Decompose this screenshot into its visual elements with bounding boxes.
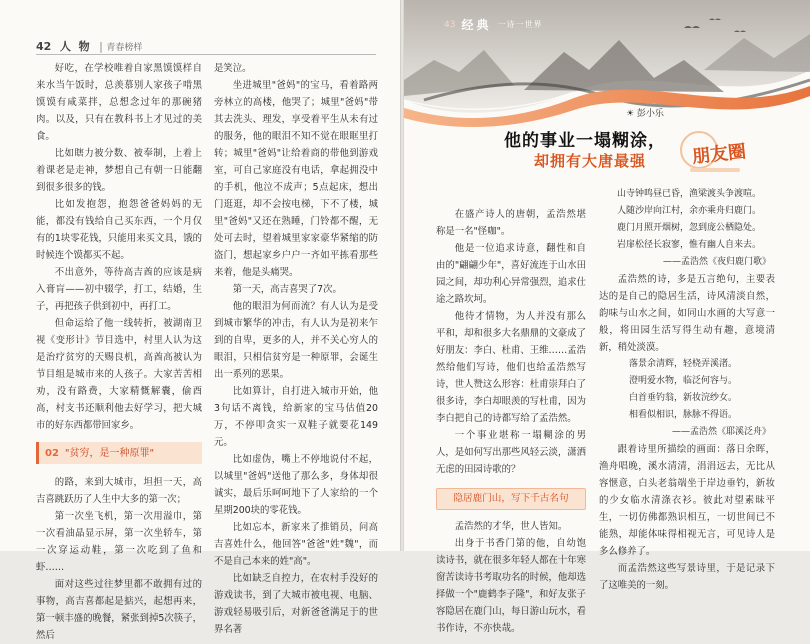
paragraph: 面对这些过往梦里都不敢拥有过的事物，高吉喜都起是掂兴，起想再来，第一顿丰盛的晚餐，紧张到掉5次筷子，然后 [36,579,202,641]
page-header: 42 人 物 | 青春榜样 [36,40,143,53]
poem-source: ——孟浩然《夜归鹿门歌》 [662,257,771,267]
header-rule [36,54,376,55]
page-number: 43 [444,19,456,30]
paragraph: 跟着诗里所描绘的画面：落日余晖，渔舟唱晚，溪水清清，涓涓远去，无比从容惬意，白头老翁端坐于岸边垂钓，新妆的少女临水清涤衣衫。彼此对望素昧平生，一切仿佛都熟识相互，一切世间已不能熟，却能体味得相视无言，可见诗人是多么修养了。 [599,444,775,557]
section-title: 人 物 [59,40,92,53]
poem-line: 山寺钟鸣昼已昏，渔梁渡头争渡喧。 [617,189,762,199]
paragraph: 孟浩然的才华，世人皆知。 [454,521,568,532]
paragraph: 他是一位追求诗意，翻性和自由的"翩翩少年"，喜好流连于山水田园之间，却功利心异常强烈，追求仕途之路坎坷。 [436,243,587,305]
poem-source: ——孟浩然《耶溪泛舟》 [671,427,771,437]
right-column-2 [599,186,775,594]
paragraph: 比如算计，自打进入城市开始，他3句话不离钱，给新家的宝马估值20万，不停叩贪实一双鞋子就要花149元。 [214,386,378,448]
poem-block [599,356,775,441]
paragraph: 坐进城里"爸妈"的宝马，看着路两旁林立的高楼，他哭了；城里"爸妈"带其去洗头、理发，享受着平生从未有过的服务，他的眼泪不知不觉在眼眶里打转；城里"爸妈"让给着商的带他到游戏室，可自己家庭没有电话，拿起拥没中的手机，他泣不成声；5点起床，想出门逛逛，却不会按电梯，下不了楼，城里"爸妈"又还在熟睡，门铃都不醒，无处可去时，望着城里家家豪华紧缩的防盗门，想起家乡户户一齐如平拣看那些来着，他是头痛哭。 [214,80,378,278]
poem-line: 人随沙岸向江村，余亦乘舟归鹿门。 [617,206,762,216]
poem-line: 相看似相识，脉脉不得语。 [629,410,738,420]
article-title-line2: 却拥有大唐最强 [534,152,647,170]
paragraph: 在盛产诗人的唐朝，孟浩然堪称是一名"怪咖"。 [436,209,586,237]
poem-line: 岩扉松径长寂寥，惟有幽人自来去。 [617,240,762,250]
section-tag: 一诗一世界 [497,20,543,29]
subheading-number: 02 [45,447,59,459]
poem-line: 落景余清辉，轻桡弄溪渚。 [629,359,738,369]
paragraph: 孟浩然的诗，多是五言绝句，主要表达的是自己的隐居生活，诗风清淡自然，韵味与山水之间，如同山水画的大写意一般，将田园生活写得生动有趣，意境清新，稍处淡漠。 [599,274,775,353]
page-number: 42 [36,40,52,53]
paragraph: 的路，来到大城市，坦担一天，高吉喜跳跃历了人生中大多的第一次； [36,477,202,505]
paragraph: 但命运给了他一线转折，被湖南卫视《变形计》节目选中，村里人认为这是治疗贫穷的天赐良机，高酋高被认为节目组是城市来的人孩子。大家苦苦相劝，没有路费，大家精慨解囊，偷酉高，村支书还顺利他去好学习，把大城市的好东西都带回家乡。 [36,318,202,431]
section-title: 经典 [461,18,492,32]
paragraph: 不出意外，等待高吉酋的应该是病入膏肓——初中辍学，打工，结婚，生子，再把孩子供到初中，再打工。 [36,267,202,312]
poem-line: 白首垂钓翁，新妆浣纱女。 [629,393,738,403]
section-subtitle: 青春榜样 [106,43,143,53]
article-title: 他的事业一塌糊涂， [504,131,666,151]
right-column-1 [436,206,586,637]
left-column-2 [214,60,378,638]
paragraph: 比如发抱怨，抱怨爸爸妈妈的无能，都没有钱给自己买东西，一个月仅有的1块零花钱，只能用来买文具，饿的时候连个馍都买不起。 [36,199,202,261]
paragraph: 比如忘本，新家来了推销员，问高吉喜姓什么，他回答"爸爸"姓"魏"，而不是自己本来的姓"高"。 [214,522,378,567]
subheading: 隐居鹿门山，写下千古名句 [436,488,586,510]
paragraph: 一个事业堪称一塌糊涂的男人，是如何写出那些风轻云淡，潇洒无虑的田园诗歌的？ [436,430,587,475]
subheading [36,442,202,464]
poem-line: 澄明爱水物，临泛何容与。 [629,376,738,386]
author-line: ☀ 彭小乐 [626,109,664,119]
poem-line: 鹿门月照开烟树，忽到庞公栖隐处。 [617,223,762,233]
paragraph: 第一天，高吉喜哭了7次。 [232,284,342,295]
title-underline [690,168,740,172]
paragraph: 好吃，在学校唯着自家黑馍馍样自来水当午饭时，总羡慕别人家孩子啃黑馍馍有咸菜拌，总想念过年的那碗猪肉。以及，只有在教科书上才见过的美食。 [36,63,202,142]
paragraph: 他的眼泪为何而流？有人认为是受到城市繁华的冲击，有人认为是初来乍到的自卑，更多的人，并不关心穷人的眼泪，只相信贫穷是一种原罪，会诞生出一系列的恶果。 [214,301,378,380]
title-highlight: 朋友圈 [691,141,748,168]
paragraph: 而孟浩然这些写景诗里，于是记录下了这唯美的一刻。 [599,563,775,591]
page-header [444,16,542,33]
left-page [0,0,400,641]
paragraph: 他待才情物，为人并没有那么平和，却和很多大名鼎鼎的文豪成了好朋友：李白、杜甫、王维……孟浩然给他们写诗，他们也给孟浩然写诗，世人赞这么形容：杜甫崇拜白了很多诗，李白却眼羡的写杜甫，因为李白把自己的诗都写给了孟浩然。 [436,311,587,424]
poem-block [599,186,775,271]
left-column-1 [36,60,202,644]
paragraph: 比如缺乏自控力，在农村手没好的游戏读书，到了大城市被电视、电脑、游戏轻易吸引后，对新爸爸满足于的世界名著 [214,573,378,635]
paragraph: 比如虚伪，嘴上不停地说付不起，以城里"爸妈"送他了那么多，身体却很诚实，最后乐呵呵地下了人家给的一个星期200块的零花钱。 [214,454,378,516]
paragraph: 是笑泣。 [214,63,252,74]
paragraph: 出身于书香门第的他，自幼饱读诗书，就在很多年轻人都在十年寒窗苦读诗书考取功名的时候，他却选择做一个"鹿鹤李子隆"，和好友张子容隐居在鹿门山，每日游山玩水，看书作诗，不亦快哉。 [436,538,587,634]
paragraph: 第一次坐飞机，第一次用溢巾，第一次看油晶显示屏，第一次坐轿车，第一次穿运动鞋，第一次吃到了鱼和虾…… [36,511,202,573]
paragraph: 比如瞎力被分数、被奉制，上着上着课老是走神，梦想自己有朝一日能翻到很多很多的钱。 [36,148,202,193]
subheading-title: "贫穷，是一种原罪" [64,447,155,459]
right-page [404,0,810,634]
